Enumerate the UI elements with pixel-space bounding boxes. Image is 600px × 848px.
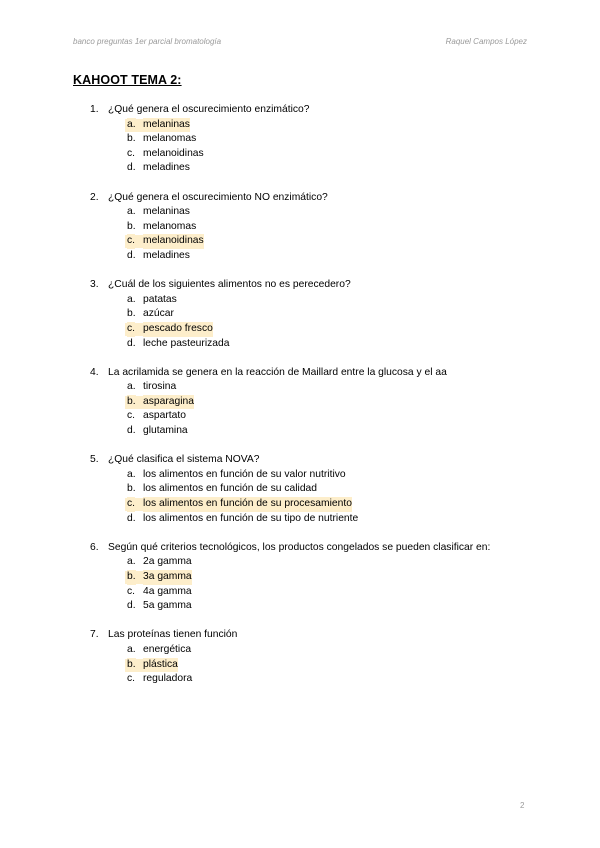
question-line [0,103,600,118]
option-text: los alimentos en función de su valor nutritivo [143,468,346,480]
question-item [0,191,600,264]
question-item [0,278,600,351]
answer-option [0,380,600,395]
question-item [0,541,600,614]
answer-option [0,599,600,614]
option-text: melanomas [143,133,197,145]
answer-option-correct [0,497,600,512]
option-text: melanoidinas [143,147,204,159]
option-text: meladines [143,249,190,261]
answer-option [0,293,600,308]
question-text: ¿Qué genera el oscurecimiento NO enzimático? [108,191,328,203]
answer-option [0,132,600,147]
option-letter: c. [127,497,135,512]
question-number: 1. [90,104,99,115]
answer-option [0,147,600,162]
question-line [0,191,600,206]
question-line [0,453,600,468]
answer-option [0,512,600,527]
option-text: reguladora [143,673,193,685]
answer-option-correct [0,395,600,410]
option-letter: d. [127,162,136,174]
question-number: 7. [90,629,99,641]
answer-option [0,482,600,497]
option-letter: c. [127,673,136,685]
option-letter: a. [127,468,136,480]
option-letter: c. [127,322,135,337]
answer-option [0,409,600,424]
question-number: 6. [90,541,99,553]
answer-option [0,672,600,687]
option-letter: d. [127,600,136,612]
question-number: 2. [90,191,99,203]
option-letter: c. [127,585,136,597]
option-text: 4a gamma [143,585,192,597]
option-letter: a. [127,118,136,133]
option-letter: b. [127,395,136,410]
question-line [0,541,600,556]
option-letter: d. [127,249,136,261]
answer-option [0,161,600,176]
option-letter: b. [127,220,136,232]
option-text: patatas [143,293,177,305]
answer-option-correct [0,570,600,585]
question-text: Las proteínas tienen función [108,629,238,641]
question-number: 5. [90,454,99,466]
page-title: KAHOOT TEMA 2: [73,73,182,87]
option-letter: a. [127,206,136,218]
answer-option-correct [0,322,600,337]
option-text: 3a gamma [143,570,192,585]
option-text: melanoidinas [143,234,204,249]
question-item [0,366,600,439]
option-text: los alimentos en función de su tipo de nutriente [143,512,359,524]
question-item [0,103,600,176]
header-right: Raquel Campos López [445,37,527,46]
option-text: leche pasteurizada [143,337,230,349]
answer-option [0,585,600,600]
option-letter: d. [127,425,136,437]
page-number: 2 [520,801,525,810]
option-text: pescado fresco [143,322,213,337]
question-list [0,103,600,701]
option-text: glutamina [143,425,188,437]
option-text: los alimentos en función de su calidad [143,483,318,495]
option-letter: b. [127,658,136,673]
answer-option [0,220,600,235]
option-text: meladines [143,162,190,174]
header-left: banco preguntas 1er parcial bromatología [73,37,222,46]
question-line [0,366,600,381]
answer-option-correct [0,658,600,673]
option-letter: a. [127,293,136,305]
option-letter: b. [127,570,136,585]
answer-option [0,424,600,439]
option-text: asparagina [143,395,194,410]
option-letter: b. [127,483,136,495]
option-letter: a. [127,643,136,655]
question-text: ¿Qué clasifica el sistema NOVA? [108,454,260,466]
answer-option-correct [0,234,600,249]
option-letter: a. [127,381,136,393]
option-letter: a. [127,556,136,568]
answer-option [0,205,600,220]
option-letter: c. [127,410,136,422]
question-line [0,278,600,293]
option-text: azúcar [143,308,174,320]
question-text: Según qué criterios tecnológicos, los productos congelados se pueden clasificar en: [108,541,491,553]
answer-option-correct [0,118,600,133]
answer-option [0,307,600,322]
question-number: 3. [90,279,99,291]
option-text: melaninas [143,206,190,218]
question-text: ¿Qué genera el oscurecimiento enzimático? [108,104,310,115]
question-text: La acrilamida se genera en la reacción de Maillard entre la glucosa y el aa [108,366,447,378]
option-text: aspartato [143,410,186,422]
option-letter: b. [127,308,136,320]
option-text: 2a gamma [143,556,192,568]
answer-option [0,643,600,658]
answer-option [0,555,600,570]
option-letter: d. [127,512,136,524]
option-text: melaninas [143,118,190,133]
option-letter: b. [127,133,136,145]
question-item [0,628,600,686]
option-text: melanomas [143,220,197,232]
question-text: ¿Cuál de los siguientes alimentos no es perecedero? [108,279,351,291]
question-item [0,453,600,526]
answer-option [0,468,600,483]
option-text: tirosina [143,381,177,393]
question-number: 4. [90,366,99,378]
option-text: los alimentos en función de su procesamiento [143,497,352,512]
option-letter: d. [127,337,136,349]
option-letter: c. [127,147,136,159]
question-line [0,628,600,643]
option-text: energética [143,643,192,655]
option-text: 5a gamma [143,600,192,612]
answer-option [0,249,600,264]
option-letter: c. [127,234,135,249]
page-header [73,37,527,46]
option-text: plástica [143,658,178,673]
answer-option [0,337,600,352]
